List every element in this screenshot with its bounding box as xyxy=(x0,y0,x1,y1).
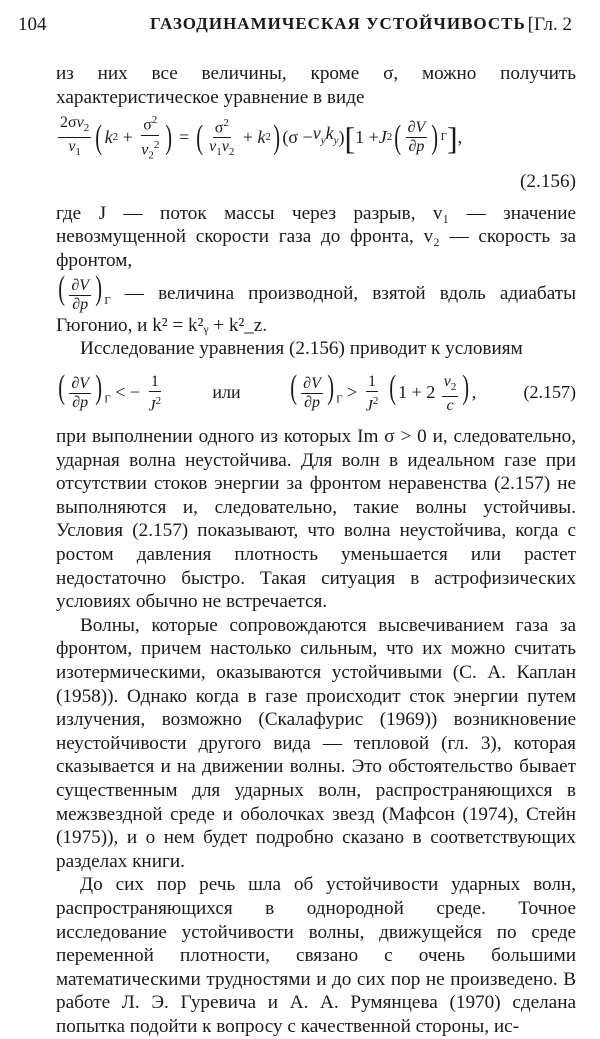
paragraph-5: Волны, которые сопровождаются высвечиванием газа за фронтом, причем настолько сильным, что их можно считать изотермическими, оказываются устойчивыми (С. А. Каплан (1958)). Однако когда в газе происходит сток энергии путем излучения, возможно (Скалафурис (1969)) возникновение неустойчивости другого вида — тепловой (гл. 3), которая сказывается и на движении волны. Это обстоятельство бывает существенным для ударных волн, распространяющихся в межзвездной среде и оболочках звезд (Мафсон (1974), Стейн (1975)), и о нем будет подробно сказано в соответствующих разделах книги. xyxy=(56,614,576,872)
paragraph-3: Исследование уравнения (2.156) приводит к условиям xyxy=(80,338,523,360)
paragraph-2: где J — поток массы через разрыв, v₁ — значение невозмущенной скорости газа до фронта, v₂ — скорость за фронтом, xyxy=(56,202,576,271)
eq157-or: или xyxy=(212,382,241,403)
eq156-sigma-fraction: $\frac{\sigma^2}{v_2^2}$ xyxy=(139,111,161,164)
paragraph-6: До сих пор речь шла об устойчивости ударных волн, распространяющихся в однородной среде. Точное исследование устойчивости волны, движущейся по среде переменной плотности, связано с очень большими математическими трудностями и до сих пор не произведено. В работе Л. Э. Гуревича и А. А. Румянцева (1970) сделана попытка подойти к вопросу с качественной стороны, ис- xyxy=(56,874,576,1037)
page-body xyxy=(56,62,576,1039)
running-title: ГАЗОДИНАМИЧЕСКАЯ УСТОЙЧИВОСТЬ xyxy=(150,14,526,33)
eq156-lhs-fraction: $\frac{2\sigma v_2}{v_1}$ xyxy=(60,113,90,159)
page-number: 104 xyxy=(18,14,47,35)
paragraph-2-continued: ( $\frac{\partial V}{\partial p}$ ) $_Г$ — величина производной, взятой вдоль адиабаты Гюгонио, и k² = k²ᵧ + k²_z. xyxy=(56,270,576,336)
equation-2-156: $\frac{2\sigma v_2}{v_1}$ ( k 2 + $\frac{\sigma^2}{v_2^2}$ ) = ( $\frac{\sigma^2}{v_1v_2}$ + k 2 ) (σ − $v_yk_y$ ) [ 1 + J 2 ( $\frac{\partial V}{\partial p}$ ) Г ] , xyxy=(56,111,576,164)
paragraph-2-continued-text: — величина производной, взятой вдоль адиабаты Гюгонио, и k² = k²ᵧ + k²_z. xyxy=(56,283,576,336)
chapter-marker: [Гл. 2 xyxy=(527,14,572,35)
eq156-derivative: $\frac{\partial V}{\partial p}$ xyxy=(407,119,426,156)
equation-number-2-156: (2.156) xyxy=(520,171,576,193)
running-header xyxy=(0,14,600,42)
paragraph-4: при выполнении одного из которых Im σ > 0 и, следовательно, ударная волна неустойчива. Для волн в идеальном газе при отсутствии стоков энергии за фронтом неравенства (2.157) не выполняются и, следовательно, такие волны устойчивы. Условия (2.157) показывают, что волна неустойчива, когда с ростом давления плотность уменьшается или растет недостаточно быстро. Такая ситуация в астрофизических условиях обычно не встречается. xyxy=(56,426,576,613)
equation-2-157: ( $\frac{\partial V}{\partial p}$ ) $_Г$ < − $\frac{1}{J^2}$ или ( $\frac{\partial V}{\partial p}$ ) $_Г$ > $\frac{1}{J^2}$ ( 1 + 2 $\frac{v_2}{c}$ ) , (2.157) xyxy=(58,369,576,415)
paragraph-1: из них все величины, кроме σ, можно получить характеристическое уравнение в виде xyxy=(56,63,576,108)
equation-number-2-157: (2.157) xyxy=(523,382,576,403)
eq156-rhs-fraction: $\frac{\sigma^2}{v_1v_2}$ xyxy=(207,114,236,162)
